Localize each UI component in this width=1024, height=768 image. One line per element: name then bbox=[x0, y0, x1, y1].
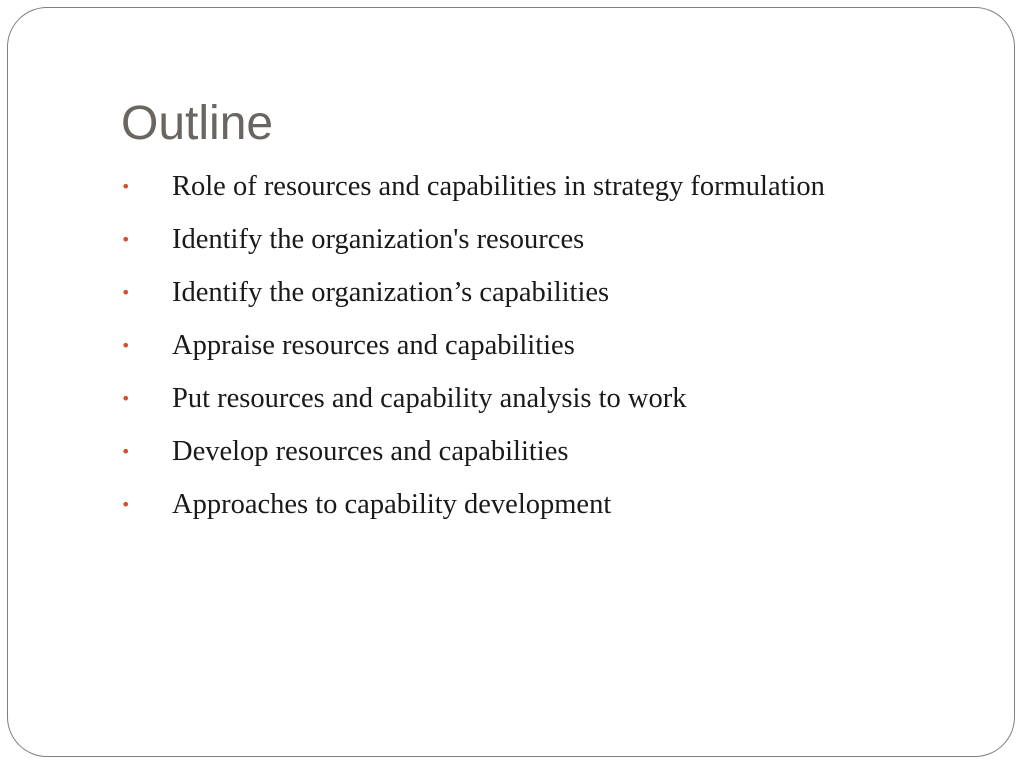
list-item-text: Put resources and capability analysis to work bbox=[172, 383, 687, 414]
list-item-text: Approaches to capability development bbox=[172, 489, 612, 520]
bullet-icon: • bbox=[121, 336, 131, 355]
list-item-text: Identify the organization’s capabilities bbox=[172, 277, 610, 308]
bullet-icon: • bbox=[121, 495, 131, 514]
bullet-icon: • bbox=[121, 389, 131, 408]
list-item bbox=[121, 330, 825, 383]
slide-frame bbox=[7, 7, 1015, 757]
list-item bbox=[121, 171, 825, 224]
outline-list bbox=[121, 171, 825, 542]
list-item bbox=[121, 489, 825, 542]
list-item-text: Role of resources and capabilities in strategy formulation bbox=[172, 171, 825, 202]
slide-title: Outline bbox=[121, 97, 274, 150]
bullet-icon: • bbox=[121, 442, 131, 461]
list-item-text: Develop resources and capabilities bbox=[172, 436, 569, 467]
bullet-icon: • bbox=[121, 177, 131, 196]
list-item-text: Appraise resources and capabilities bbox=[172, 330, 575, 361]
list-item bbox=[121, 383, 825, 436]
list-item bbox=[121, 224, 825, 277]
bullet-icon: • bbox=[121, 230, 131, 249]
bullet-icon: • bbox=[121, 283, 131, 302]
list-item-text: Identify the organization's resources bbox=[172, 224, 585, 255]
list-item bbox=[121, 277, 825, 330]
list-item bbox=[121, 436, 825, 489]
